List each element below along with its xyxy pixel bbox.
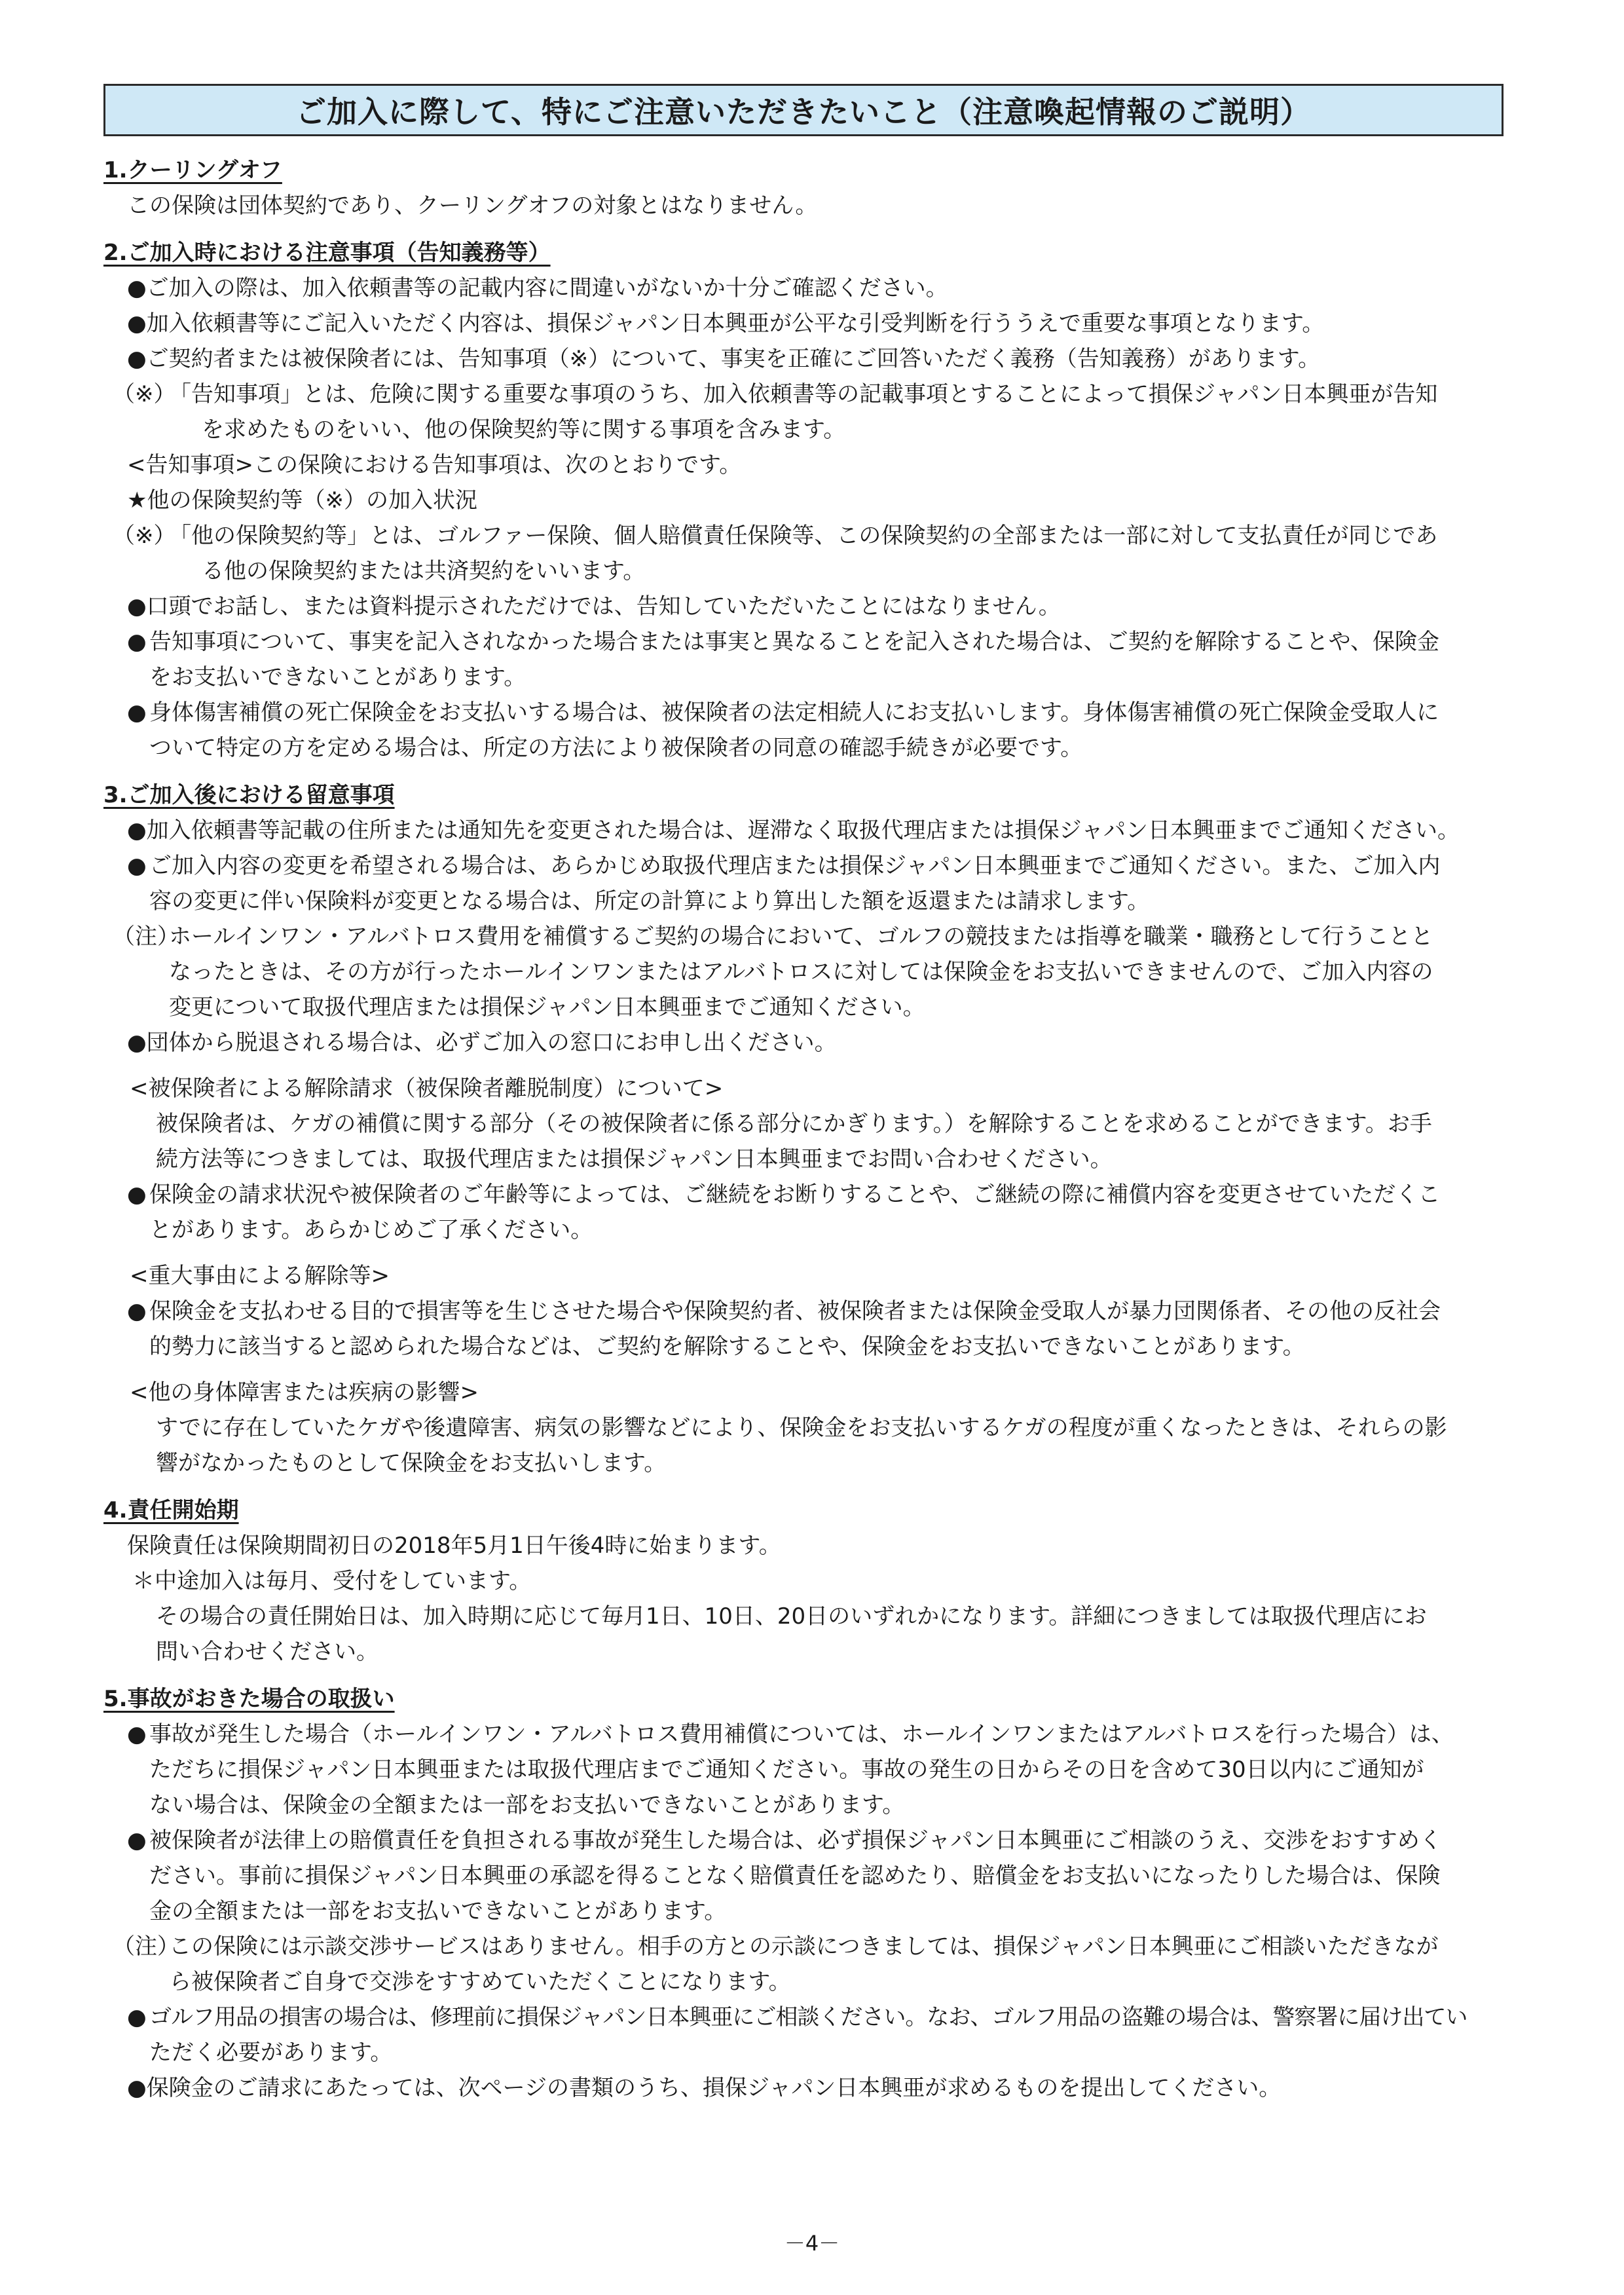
section-heading: 4.責任開始期 bbox=[103, 1497, 239, 1523]
section-heading: 2.ご加入時における注意事項（告知義務等） bbox=[103, 240, 551, 266]
section-heading: 3.ご加入後における留意事項 bbox=[103, 782, 395, 808]
bullet-mark: ● bbox=[127, 2004, 147, 2030]
bullet-item: ●保険金のご請求にあたっては、次ページの書類のうち、損保ジャパン日本興亜が求めるものを提出してください。 bbox=[127, 2075, 1282, 2101]
bullet-line: 事故が発生した場合（ホールインワン・アルバトロス費用補償については、ホールインワンまたはアルバトロスを行った場合）は、 bbox=[149, 1721, 1454, 1747]
footnote-line: 変更について取扱代理店または損保ジャパン日本興亜までご通知ください。 bbox=[169, 994, 925, 1020]
bullet-item bbox=[103, 1177, 1511, 1248]
bullet-line: 告知事項について、事実を記入されなかった場合または事実と異なることを記入された場合は、ご契約を解除することや、保険金 bbox=[149, 629, 1439, 655]
bullet-item bbox=[103, 1294, 1511, 1364]
bullet-item: ●ご契約者または被保険者には、告知事項（※）について、事実を正確にご回答いただく義務（告知義務）があります。 bbox=[127, 346, 1321, 372]
paragraph: <告知事項>この保険における告知事項は、次のとおりです。 bbox=[127, 452, 742, 478]
paragraph-line: すでに存在していたケガや後遺障害、病気の影響などにより、保険金をお支払いするケガの程度が重くなったときは、それらの影 bbox=[156, 1415, 1447, 1441]
paragraph-line: その場合の責任開始日は、加入時期に応じて毎月1日、10日、20日のいずれかになります。詳細につきましては取扱代理店にお bbox=[156, 1603, 1427, 1630]
bullet-line: ご加入内容の変更を希望される場合は、あらかじめ取扱代理店または損保ジャパン日本興亜までご通知ください。また、ご加入内 bbox=[149, 853, 1441, 879]
bullet-mark: ● bbox=[127, 853, 147, 879]
paragraph-line: 続方法等につきましては、取扱代理店または損保ジャパン日本興亜までお問い合わせください。 bbox=[156, 1146, 1113, 1172]
bullet-item: ●加入依頼書等にご記入いただく内容は、損保ジャパン日本興亜が公平な引受判断を行ううえで重要な事項となります。 bbox=[127, 310, 1325, 337]
subsection-heading: <他の身体障害または疾病の影響> bbox=[130, 1379, 479, 1406]
bullet-mark: ● bbox=[127, 1721, 147, 1747]
bullet-line: ついて特定の方を定める場合は、所定の方法により被保険者の同意の確認手続きが必要です。 bbox=[149, 735, 1083, 761]
section-heading: 5.事故がおきた場合の取扱い bbox=[103, 1686, 395, 1712]
footnote-line: 「告知事項」とは、危険に関する重要な事項のうち、加入依頼書等の記載事項とすることによって損保ジャパン日本興亜が告知 bbox=[169, 381, 1438, 407]
page-title-banner: ご加入に際して、特にご注意いただきたいこと（注意喚起情報のご説明） bbox=[103, 84, 1504, 136]
bullet-line: ゴルフ用品の損害の場合は、修理前に損保ジャパン日本興亜にご相談ください。なお、ゴルフ用品の盗難の場合は、警察署に届け出てい bbox=[149, 2004, 1467, 2030]
footnote-line: ホールインワン・アルバトロス費用を補償するご契約の場合において、ゴルフの競技または指導を職業・職務として行うことと bbox=[169, 924, 1433, 950]
bullet-item bbox=[103, 1717, 1511, 1823]
bullet-line: 保険金を支払わせる目的で損害等を生じさせた場合や保険契約者、被保険者または保険金受取人が暴力団関係者、その他の反社会 bbox=[149, 1298, 1441, 1324]
footnote-line: を求めたものをいい、他の保険契約等に関する事項を含みます。 bbox=[202, 417, 846, 443]
section-disclosure-duty bbox=[103, 223, 1511, 766]
footnote-line: この保険には示談交渉サービスはありません。相手の方との示談につきましては、損保ジャパン日本興亜にご相談いただきなが bbox=[169, 1933, 1439, 1960]
bullet-line: ない場合は、保険金の全額または一部をお支払いできないことがあります。 bbox=[149, 1792, 905, 1818]
paragraph-line: 問い合わせください。 bbox=[156, 1639, 378, 1665]
document-body bbox=[103, 141, 1511, 2106]
section-after-enrollment bbox=[103, 766, 1511, 1481]
bullet-item bbox=[103, 848, 1511, 919]
bullet-mark: ● bbox=[127, 1298, 147, 1324]
bullet-item bbox=[103, 1823, 1511, 1929]
bullet-line: ただく必要があります。 bbox=[149, 2040, 393, 2066]
footnote bbox=[103, 919, 1511, 1025]
bullet-line: 的勢力に該当すると認められた場合などは、ご契約を解除することや、保険金をお支払いできないことがあります。 bbox=[149, 1334, 1305, 1360]
bullet-item bbox=[103, 2000, 1511, 2070]
bullet-item: ●口頭でお話し、または資料提示されただけでは、告知していただいたことにはなりません。 bbox=[127, 593, 1061, 620]
bullet-line: 保険金の請求状況や被保険者のご年齢等によっては、ご継続をお断りすることや、ご継続の際に補償内容を変更させていただくこ bbox=[149, 1182, 1441, 1208]
footnote-line: る他の保険契約または共済契約をいいます。 bbox=[202, 558, 646, 584]
footnote bbox=[103, 1929, 1511, 2000]
bullet-mark: ● bbox=[127, 1827, 147, 1854]
footnote-mark: （注） bbox=[113, 924, 179, 950]
section-heading: 1.クーリングオフ bbox=[103, 157, 282, 183]
paragraph: この保険は団体契約であり、クーリングオフの対象とはなりません。 bbox=[127, 193, 818, 219]
bullet-line: をお支払いできないことがあります。 bbox=[149, 664, 526, 690]
paragraph-line: 響がなかったものとして保険金をお支払いします。 bbox=[156, 1450, 667, 1476]
bullet-line: 容の変更に伴い保険料が変更となる場合は、所定の計算により算出した額を返還または請求します。 bbox=[149, 888, 1150, 914]
bullet-line: 身体傷害補償の死亡保険金をお支払いする場合は、被保険者の法定相続人にお支払いします。身体傷害補償の死亡保険金受取人に bbox=[149, 700, 1439, 726]
footnote-mark: （注） bbox=[113, 1933, 179, 1960]
bullet-mark: ● bbox=[127, 1182, 147, 1208]
footnote bbox=[103, 377, 1511, 447]
bullet-line: ださい。事前に損保ジャパン日本興亜の承認を得ることなく賠償責任を認めたり、賠償金をお支払いになったりした場合は、保険 bbox=[149, 1863, 1441, 1889]
bullet-item bbox=[103, 624, 1511, 695]
bullet-mark: ● bbox=[127, 629, 147, 655]
footnote bbox=[103, 518, 1511, 589]
bullet-line: ただちに損保ジャパン日本興亜または取扱代理店までご通知ください。事故の発生の日からその日を含めて30日以内にご通知が bbox=[149, 1757, 1424, 1783]
paragraph: ＊中途加入は毎月、受付をしています。 bbox=[132, 1568, 532, 1594]
bullet-line: とがあります。あらかじめご了承ください。 bbox=[149, 1217, 593, 1243]
footnote-mark: （※） bbox=[113, 381, 176, 407]
bullet-item: ●ご加入の際は、加入依頼書等の記載内容に間違いがないか十分ご確認ください。 bbox=[127, 275, 948, 301]
section-coverage-start bbox=[103, 1481, 1511, 1670]
page-number: －4－ bbox=[784, 2231, 840, 2256]
bullet-item: ●加入依頼書等記載の住所または通知先を変更された場合は、遅滞なく取扱代理店または損保ジャパン日本興亜までご通知ください。 bbox=[127, 817, 1460, 844]
footnote-line: なったときは、その方が行ったホールインワンまたはアルバトロスに対しては保険金をお支払いできませんので、ご加入内容の bbox=[169, 959, 1433, 985]
subsection-heading: <被保険者による解除請求（被保険者離脱制度）について> bbox=[130, 1075, 724, 1102]
paragraph: 保険責任は保険期間初日の2018年5月1日午後4時に始まります。 bbox=[127, 1533, 781, 1559]
bullet-line: 被保険者が法律上の賠償責任を負担される事故が発生した場合は、必ず損保ジャパン日本興亜にご相談のうえ、交渉をおすすめく bbox=[149, 1827, 1442, 1854]
subsection-heading: <重大事由による解除等> bbox=[130, 1263, 390, 1289]
bullet-item bbox=[103, 695, 1511, 766]
paragraph-line: 被保険者は、ケガの補償に関する部分（その被保険者に係る部分にかぎります。）を解除することを求めることができます。お手 bbox=[156, 1111, 1432, 1137]
footnote-mark: （※） bbox=[113, 523, 176, 549]
bullet-mark: ● bbox=[127, 700, 147, 726]
section-cooling-off bbox=[103, 141, 1511, 223]
footnote-line: 「他の保険契約等」とは、ゴルファー保険、個人賠償責任保険等、この保険契約の全部または一部に対して支払責任が同じであ bbox=[169, 523, 1438, 549]
footnote-line: ら被保険者ご自身で交渉をすすめていただくことになります。 bbox=[169, 1969, 791, 1995]
bullet-item: ●団体から脱退される場合は、必ずご加入の窓口にお申し出ください。 bbox=[127, 1030, 837, 1056]
paragraph: ★他の保険契約等（※）の加入状況 bbox=[127, 487, 477, 513]
bullet-line: 金の全額または一部をお支払いできないことがあります。 bbox=[149, 1898, 727, 1924]
section-accident-handling bbox=[103, 1670, 1511, 2106]
